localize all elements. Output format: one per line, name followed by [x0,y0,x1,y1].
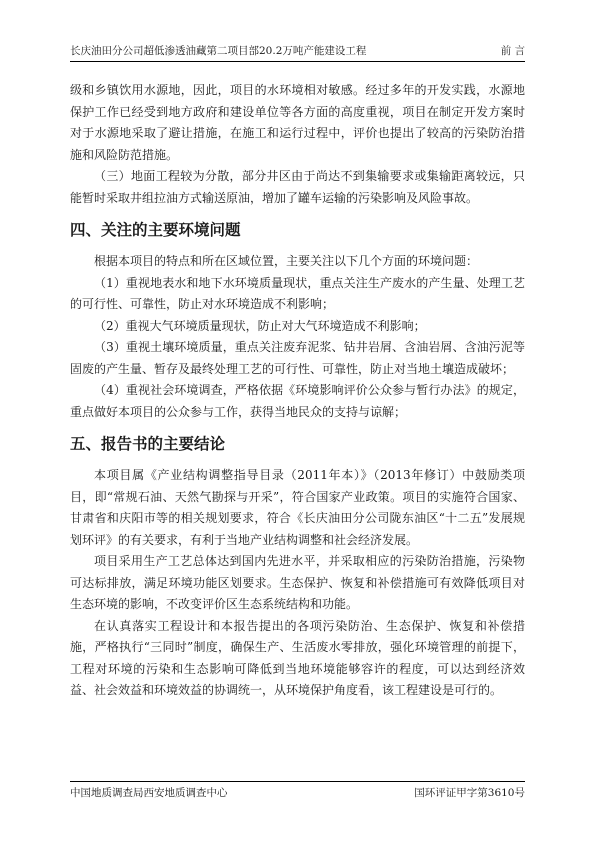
page-content [70,80,525,702]
paragraph-item-three: （三）地面工程较为分散，部分井区由于尚达不到集输要求或集输距离较远，只能暂时采取井组拉油方式输送原油，增加了罐车运输的污染影响及风险事故。 [70,169,525,205]
header-section-title: 前 言 [500,45,525,57]
paragraph-continued: 级和乡镇饮用水源地，因此，项目的水环境相对敏感。经过多年的开发实践，水源地保护工作已经受到地方政府和建设单位等各方面的高度重视，项目在制定开发方案时对于水源地采取了避让措施，在施工和运行过程中，评价也提出了较高的污染防治措施和风险防范措施。 [70,83,525,162]
paragraph-issues-intro: 根据本项目的特点和所在区域位置，主要关注以下几个方面的环境问题： [94,254,479,268]
footer-certificate-number: 国环评证甲字第3610号 [414,787,525,799]
page-footer [70,785,525,800]
paragraph-conclusion-feasibility: 在认真落实工程设计和本报告提出的各项污染防治、生态保护、恢复和补偿措施，严格执行“三同时”制度，确保生产、生活废水零排放，强化环境管理的前提下，工程对环境的污染和生态影响可降低到当地环境能够容许的程度，可以达到经济效益、社会效益和环境效益的协调统一，从环境保护角度看，该工程建设是可行的。 [70,618,525,697]
paragraph-conclusion-policy: 本项目属《产业结构调整指导目录（2011年本）》（2013年修订）中鼓励类项目，即“常规石油、天然气勘探与开采”，符合国家产业政策。项目的实施符合国家、甘肃省和庆阳市等的相关规划要求，符合《长庆油田分公司陇东油区“十二五”发展规划环评》的有关要求，有利于当地产业结构调整和社会经济发展。 [70,468,525,547]
paragraph-issue-social: （4）重视社会环境调查，严格依据《环境影响评价公众参与暂行办法》的规定，重点做好本项目的公众参与工作，获得当地民众的支持与谅解； [70,383,525,419]
paragraph-issue-soil: （3）重视土壤环境质量，重点关注废弃泥浆、钻井岩屑、含油岩屑、含油污泥等固废的产生量、暂存及最终处理工艺的可行性、可靠性，防止对当地土壤造成破坏； [70,340,525,376]
footer-organization: 中国地质调查局西安地质调查中心 [70,787,228,799]
page-header [70,40,525,58]
header-document-title: 长庆油田分公司超低渗透油藏第二项目部20.2万吨产能建设工程 [70,45,367,57]
paragraph-issue-water: （1）重视地表水和地下水环境质量现状，重点关注生产废水的产生量、处理工艺的可行性、可靠性，防止对水环境造成不利影响； [70,275,525,311]
header-rule [70,61,525,62]
paragraph-conclusion-technology: 项目采用生产工艺总体达到国内先进水平，并采取相应的污染防治措施，污染物可达标排放，满足环境功能区划要求。生态保护、恢复和补偿措施可有效降低项目对生态环境的影响，不改变评价区生态系统结构和功能。 [70,554,525,611]
section-heading-conclusions: 五、报告书的主要结论 [70,435,226,453]
paragraph-issue-air: （2）重视大气环境质量现状，防止对大气环境造成不利影响； [94,318,426,333]
footer-rule [70,781,525,782]
section-heading-environmental-issues: 四、关注的主要环境问题 [70,221,241,239]
